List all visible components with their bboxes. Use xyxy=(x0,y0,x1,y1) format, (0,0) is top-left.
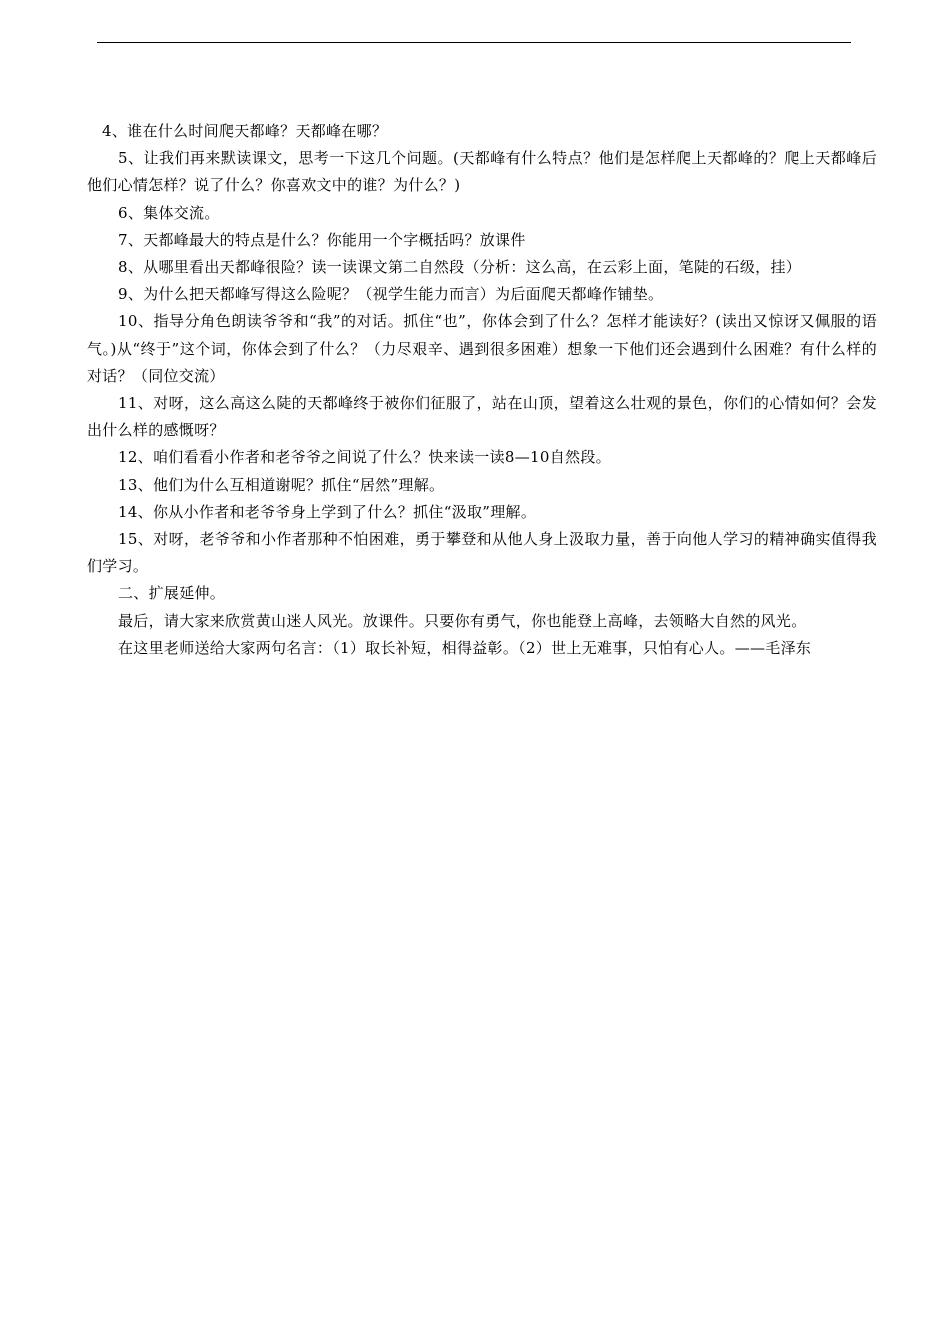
header-rule xyxy=(97,42,851,43)
paragraph-12: 12、咱们看看小作者和老爷爷之间说了什么？快来读一读8—10自然段。 xyxy=(118,448,611,467)
paragraph-11: 11、对呀，这么高这么陡的天都峰终于被你们征服了，站在山顶，望着这么壮观的景色，你们的心情如何？会发出什么样的感慨呀？ xyxy=(87,394,877,440)
paragraph-13: 13、他们为什么互相道谢呢？抓住“居然”理解。 xyxy=(118,475,445,494)
paragraph-8: 8、从哪里看出天都峰很险？读一读课文第二自然段（分析：这么高，在云彩上面，笔陡的石级，挂） xyxy=(118,258,802,277)
paragraph-6: 6、集体交流。 xyxy=(118,203,220,222)
paragraph-quotes: 在这里老师送给大家两句名言：（1）取长补短，相得益彰。（2）世上无难事，只怕有心人。——毛泽东 xyxy=(118,638,812,657)
paragraph-5: 5、让我们再来默读课文，思考一下这几个问题。(天都峰有什么特点？他们是怎样爬上天都峰的？爬上天都峰后他们心情怎样？说了什么？你喜欢文中的谁？为什么？) xyxy=(87,149,877,195)
paragraph-10: 10、指导分角色朗读爷爷和“我”的对话。抓住“也”，你体会到了什么？怎样才能读好？(读出又惊讶又佩服的语气。)从“终于”这个词，你体会到了什么？（力尽艰辛、遇到很多困难）想象一下他们还会遇到什么困难？有什么样的对话？（同位交流） xyxy=(87,312,877,385)
paragraph-14: 14、你从小作者和老爷爷身上学到了什么？抓住“汲取”理解。 xyxy=(118,502,537,521)
paragraph-closing: 最后，请大家来欣赏黄山迷人风光。放课件。只要你有勇气，你也能登上高峰，去领略大自然的风光。 xyxy=(118,611,807,630)
paragraph-15: 15、对呀，老爷爷和小作者那种不怕困难，勇于攀登和从他人身上汲取力量，善于向他人学习的精神确实值得我们学习。 xyxy=(87,530,877,576)
section-heading-extension: 二、扩展延伸。 xyxy=(118,584,226,603)
paragraph-4: 4、谁在什么时间爬天都峰？天都峰在哪？ xyxy=(102,122,388,140)
paragraph-9: 9、为什么把天都峰写得这么险呢？（视学生能力而言）为后面爬天都峰作铺垫。 xyxy=(118,285,664,304)
document-body xyxy=(87,118,877,662)
paragraph-7: 7、天都峰最大的特点是什么？你能用一个字概括吗？放课件 xyxy=(118,230,526,249)
